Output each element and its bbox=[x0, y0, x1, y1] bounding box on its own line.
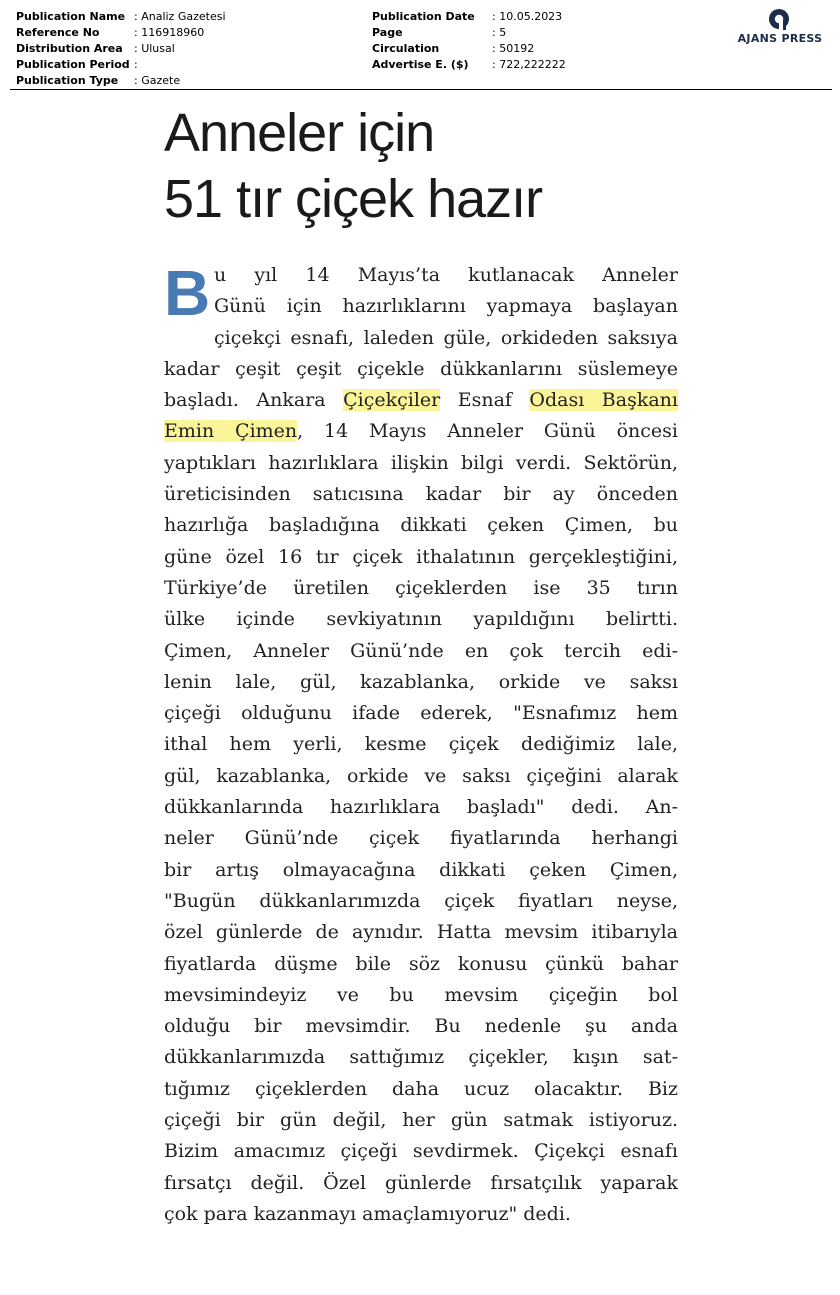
publication-metadata bbox=[16, 9, 616, 89]
article-line: fiyatlarda düşme bile söz konusu çünkü bahar bbox=[164, 952, 678, 975]
article-line: çok para kazanmayı amaçlamıyoruz" dedi. bbox=[164, 1202, 571, 1225]
article-line: mevsimindeyiz ve bu mevsim çiçeğin bol bbox=[164, 983, 678, 1006]
metadata-row bbox=[372, 41, 622, 57]
article-body bbox=[164, 257, 678, 1230]
highlighted-text: Emin Çimen bbox=[164, 420, 298, 443]
metadata-row bbox=[372, 25, 622, 41]
metadata-label: Page bbox=[372, 26, 403, 39]
metadata-value: : Analiz Gazetesi bbox=[134, 10, 226, 23]
article-text: Esnaf bbox=[440, 389, 530, 412]
metadata-label: Publication Name bbox=[16, 10, 126, 23]
metadata-row bbox=[16, 41, 346, 57]
metadata-value: : Gazete bbox=[134, 74, 181, 87]
article-line: lenin lale, gül, kazablanka, orkide ve saksı bbox=[164, 670, 678, 693]
metadata-label: Advertise E. ($) bbox=[372, 58, 469, 71]
drop-cap: B bbox=[164, 257, 211, 329]
metadata-value: : 10.05.2023 bbox=[492, 10, 563, 23]
metadata-right-column bbox=[372, 9, 622, 73]
ajans-press-logo-icon bbox=[767, 8, 793, 30]
article-line: dükkanlarında hazırlıklara başladı" dedi. An- bbox=[164, 796, 678, 819]
metadata-label: Circulation bbox=[372, 42, 440, 55]
metadata-value: : Ulusal bbox=[134, 42, 175, 55]
article-line: çiçeği bir gün değil, her gün satmak istiyoruz. bbox=[164, 1109, 678, 1132]
metadata-value: : 722,222222 bbox=[492, 58, 566, 71]
metadata-label: Distribution Area bbox=[16, 42, 123, 55]
article-line: hazırlığa başladığına dikkati çeken Çimen, bu bbox=[164, 514, 678, 537]
header-divider bbox=[10, 89, 832, 90]
article-line: Günü için hazırlıklarını yapmaya başlayan bbox=[214, 295, 678, 318]
metadata-left-column bbox=[16, 9, 346, 89]
metadata-row bbox=[16, 25, 346, 41]
logo-text: AJANS PRESS bbox=[737, 32, 823, 45]
metadata-row bbox=[372, 9, 622, 25]
article-line: neler Günü’nde çiçek fiyatlarında herhangi bbox=[164, 827, 678, 850]
article-line: çiçeği olduğunu ifade ederek, "Esnafımız hem bbox=[164, 702, 678, 725]
highlighted-text: Odası Başkanı bbox=[529, 389, 678, 412]
article-line: çiçekçi esnafı, laleden güle, orkideden saksıya bbox=[214, 326, 678, 349]
article-line: gül, kazablanka, orkide ve saksı çiçeğini alarak bbox=[164, 764, 678, 787]
article-line: Türkiye’de üretilen çiçeklerden ise 35 tırın bbox=[164, 576, 678, 599]
article-text: başladı. Ankara bbox=[164, 389, 344, 412]
article-line: bir artış olmayacağına dikkati çeken Çimen, bbox=[164, 858, 678, 881]
metadata-label: Reference No bbox=[16, 26, 100, 39]
article-line bbox=[164, 385, 678, 416]
metadata-value: : bbox=[134, 58, 138, 71]
ajans-press-logo bbox=[728, 8, 832, 50]
article-line bbox=[164, 416, 678, 447]
article-line: ülke içinde sevkiyatının yapıldığını belirtti. bbox=[164, 608, 678, 631]
article-line: fırsatçı değil. Özel günlerde fırsatçılık yaparak bbox=[164, 1171, 678, 1194]
headline bbox=[164, 100, 724, 232]
article-line: Çimen, Anneler Günü’nde en çok tercih edi- bbox=[164, 639, 678, 662]
article-line: üreticisinden satıcısına kadar bir ay önceden bbox=[164, 483, 678, 506]
metadata-row bbox=[16, 73, 346, 89]
article-text: , 14 Mayıs Anneler Günü öncesi bbox=[297, 420, 678, 443]
article-line: olduğu bir mevsimdir. Bu nedenle şu anda bbox=[164, 1015, 678, 1038]
headline-line: Anneler için bbox=[164, 103, 435, 163]
metadata-row bbox=[16, 57, 346, 73]
metadata-label: Publication Type bbox=[16, 74, 119, 87]
headline-line: 51 tır çiçek hazır bbox=[164, 169, 543, 229]
metadata-value: : 116918960 bbox=[134, 26, 205, 39]
article-line: güne özel 16 tır çiçek ithalatının gerçekleştiğini, bbox=[164, 545, 678, 568]
article-line: yaptıkları hazırlıklara ilişkin bilgi verdi. Sektörün, bbox=[164, 451, 678, 474]
article-line: "Bugün dükkanlarımızda çiçek fiyatları neyse, bbox=[164, 889, 678, 912]
metadata-value: : 5 bbox=[492, 26, 507, 39]
article-line: u yıl 14 Mayıs’ta kutlanacak Anneler bbox=[214, 264, 678, 286]
metadata-label: Publication Period bbox=[16, 58, 130, 71]
article-line: tığımız çiçeklerden daha ucuz olacaktır. Biz bbox=[164, 1077, 678, 1100]
metadata-row bbox=[372, 57, 622, 73]
metadata-label: Publication Date bbox=[372, 10, 475, 23]
article-line: Bizim amacımız çiçeği sevdirmek. Çiçekçi esnafı bbox=[164, 1140, 678, 1163]
article-line: özel günlerde de aynıdır. Hatta mevsim itibarıyla bbox=[164, 921, 678, 944]
article-line: dükkanlarımızda sattığımız çiçekler, kışın sat- bbox=[164, 1046, 678, 1069]
article-line: ithal hem yerli, kesme çiçek dediğimiz lale, bbox=[164, 733, 678, 756]
highlighted-text: Çiçekçiler bbox=[343, 389, 441, 412]
metadata-value: : 50192 bbox=[492, 42, 535, 55]
article-line: kadar çeşit çeşit çiçekle dükkanlarını süslemeye bbox=[164, 357, 678, 380]
metadata-row bbox=[16, 9, 346, 25]
